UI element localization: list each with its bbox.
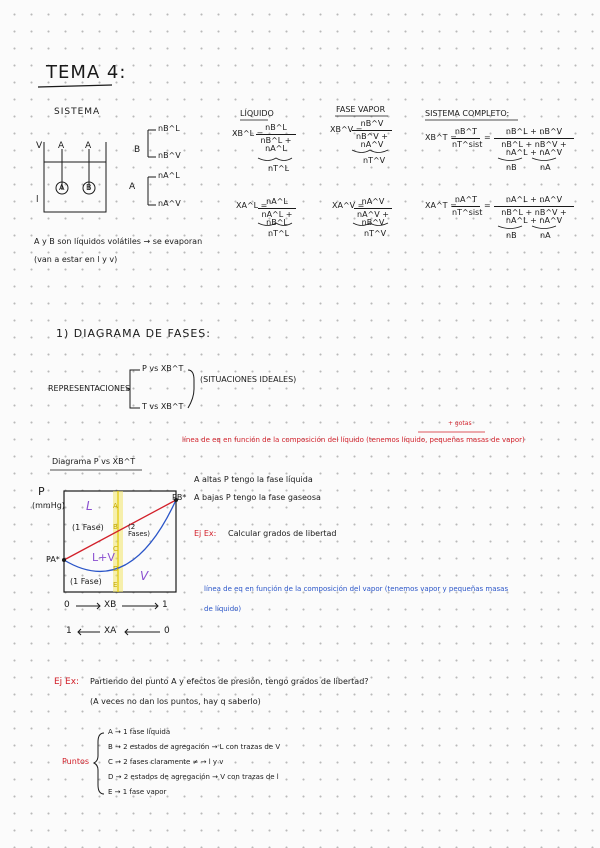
container-a-label-2: A xyxy=(85,141,92,151)
composition-axes xyxy=(76,600,160,635)
xa-vapor-den: nA^V + nB^V xyxy=(357,210,389,227)
xa-vapor-lhs: XA^V = xyxy=(332,201,365,210)
xa-liquid-num: nA^L xyxy=(258,198,296,209)
xb-total-under-na: nA xyxy=(540,163,551,172)
diagram-heading: Diagrama P vs XB^T xyxy=(52,457,136,466)
rep-option-t: T vs XB^T xyxy=(142,402,184,411)
ball-a: A xyxy=(59,183,65,192)
xb-axis-zero: 0 xyxy=(64,600,70,610)
point-item-c: C → 2 fases claramente ≠ → l y v xyxy=(108,758,224,766)
xa-liquid-den: nA^L + nB^L xyxy=(261,210,293,227)
xb-liquid-lhs: XB^L = xyxy=(232,129,264,138)
xb-axis-label: XB xyxy=(104,600,117,610)
point-b: B xyxy=(113,523,118,531)
point-item-a: A → 1 fase líquida xyxy=(108,728,171,736)
xb-liquid-under: nT^L xyxy=(268,164,290,173)
region-liquid-vapor: L+V xyxy=(92,551,115,564)
xa-axis-label: XA xyxy=(104,626,117,636)
liquid-line-note: línea de eq en función de la composición del líquido (tenemos líquido, pequeñas masas de vapor) xyxy=(182,436,525,444)
xa-liquid-fraction xyxy=(258,198,296,227)
xb-total-expanded xyxy=(494,128,574,157)
xa-total-den: nT^sist xyxy=(452,208,483,217)
ej-ex-label-1: Ej Ex: xyxy=(194,529,217,538)
xa-vapor-num: nA^V xyxy=(354,198,392,209)
xb-liquid-den: nB^L + nA^L xyxy=(260,136,292,153)
ej-ex-label-2: Ej Ex: xyxy=(54,677,80,687)
xb-total-under-nb: nB xyxy=(506,163,517,172)
xb-total-den: nT^sist xyxy=(452,140,483,149)
pa-star-label: PA* xyxy=(46,555,60,564)
sistema-heading: SISTEMA xyxy=(54,107,101,117)
xb-liquid-num: nB^L xyxy=(256,124,296,135)
xa-vapor-fraction xyxy=(354,198,392,227)
xa-axis-zero: 0 xyxy=(164,626,170,636)
region-liquid: L xyxy=(86,499,93,513)
xa-total-equals: = xyxy=(484,201,491,210)
xa-total-den2: nB^L + nB^V + nA^L + nA^V xyxy=(501,208,567,225)
vapor-line-note: línea de eq en función de la composición del vapor (tenemos vapor y pequeñas masas xyxy=(204,585,509,593)
axis-p-units: (mmHg) xyxy=(32,501,65,510)
xb-total-num: nB^T xyxy=(452,128,480,139)
xb-vapor-num: nB^V xyxy=(352,120,392,131)
pb-star-label: PB* xyxy=(172,493,187,502)
species-b-vapor: nB^V xyxy=(158,151,181,160)
puntos-brace xyxy=(94,733,104,794)
container-l-label: l xyxy=(36,195,39,205)
container-v-label: V xyxy=(36,141,43,151)
exercise-question: Partiendo del punto A y efectos de presión, tengo grados de libertad? xyxy=(90,677,369,686)
xb-vapor-fraction xyxy=(352,120,392,149)
container-a-label-1: A xyxy=(58,141,65,151)
xa-vapor-under: nT^V xyxy=(364,229,387,238)
note-low-pressure: A bajas P tengo la fase gaseosa xyxy=(194,493,321,502)
xb-vapor-den: nB^V + nA^V xyxy=(356,132,388,149)
xb-total-den2: nB^L + nB^V + nA^L + nA^V xyxy=(501,140,567,157)
point-c: C xyxy=(113,545,118,553)
col-sistema-completo: SISTEMA COMPLETO: xyxy=(425,109,510,118)
xa-total-num: nA^T xyxy=(452,196,480,207)
exercise-hint: (A veces no dan los puntos, hay q saberlo) xyxy=(90,697,261,706)
xb-vapor-under: nT^V xyxy=(363,156,386,165)
xb-total-fraction xyxy=(452,127,483,149)
xa-total-num2: nA^L + nA^V xyxy=(494,196,574,207)
species-b-liquid: nB^L xyxy=(158,124,180,133)
rep-option-p: P vs XB^T xyxy=(142,364,184,373)
representaciones-label: REPRESENTACIONES xyxy=(48,384,131,393)
point-item-d: D → 2 estados de agregación → V con trazas de l xyxy=(108,773,279,781)
puntos-label: Puntos xyxy=(62,757,90,766)
title-underline xyxy=(38,85,112,87)
xb-axis-one: 1 xyxy=(162,600,168,610)
species-b: B xyxy=(134,145,141,155)
xa-liquid-lhs: XA^L = xyxy=(236,201,268,210)
region-vapor: V xyxy=(140,569,149,583)
region-two-phases: (2 Fases) xyxy=(128,523,151,538)
species-brackets xyxy=(148,130,156,205)
xa-total-fraction xyxy=(452,195,483,217)
vapor-line-note-2: de líquido) xyxy=(204,605,242,613)
xa-axis-one: 1 xyxy=(66,626,72,636)
region-vapor-phases: (1 Fase) xyxy=(70,577,102,586)
volatile-note-2: (van a estar en l y v) xyxy=(34,255,118,264)
ej-ex-text-1: Calcular grados de libertad xyxy=(228,529,337,538)
xa-liquid-under: nT^L xyxy=(268,229,290,238)
species-a: A xyxy=(129,182,136,192)
container-drawing xyxy=(44,142,106,212)
section-diagrama-heading: 1) DIAGRAMA DE FASES: xyxy=(56,327,211,340)
point-item-b: B → 2 estados de agregación → L con trazas de V xyxy=(108,743,281,751)
species-a-liquid: nA^L xyxy=(158,171,180,180)
gotas-superscript: + gotas xyxy=(448,420,472,427)
situaciones-ideales: (SITUACIONES IDEALES) xyxy=(200,375,297,384)
region-liquid-phases: (1 Fase) xyxy=(72,523,104,532)
volatile-note: A y B son líquidos volátiles → se evaporan xyxy=(34,237,203,246)
species-a-vapor: nA^V xyxy=(158,199,181,208)
xb-liquid-fraction xyxy=(256,124,296,153)
point-a: A xyxy=(113,502,118,510)
xb-total-equals: = xyxy=(484,133,491,142)
xb-vapor-lhs: XB^V = xyxy=(330,125,363,134)
xb-total-lhs: XB^T = xyxy=(425,133,457,142)
note-high-pressure: A altas P tengo la fase líquida xyxy=(194,475,313,484)
xa-total-under-nb: nB xyxy=(506,231,517,240)
page-title: TEMA 4: xyxy=(46,62,127,83)
axis-p-label: P xyxy=(38,485,45,498)
xa-total-under-na: nA xyxy=(540,231,551,240)
xa-total-expanded xyxy=(494,196,574,225)
col-fase-vapor: FASE VAPOR xyxy=(336,105,386,114)
point-item-e: E → 1 fase vapor xyxy=(108,788,167,796)
ball-b: B xyxy=(86,183,92,192)
xb-total-num2: nB^L + nB^V xyxy=(494,128,574,139)
xa-total-lhs: XA^T = xyxy=(425,201,457,210)
point-e: E xyxy=(113,581,118,589)
point-d: D xyxy=(113,565,119,573)
col-liquido: LÍQUIDO xyxy=(240,109,274,118)
